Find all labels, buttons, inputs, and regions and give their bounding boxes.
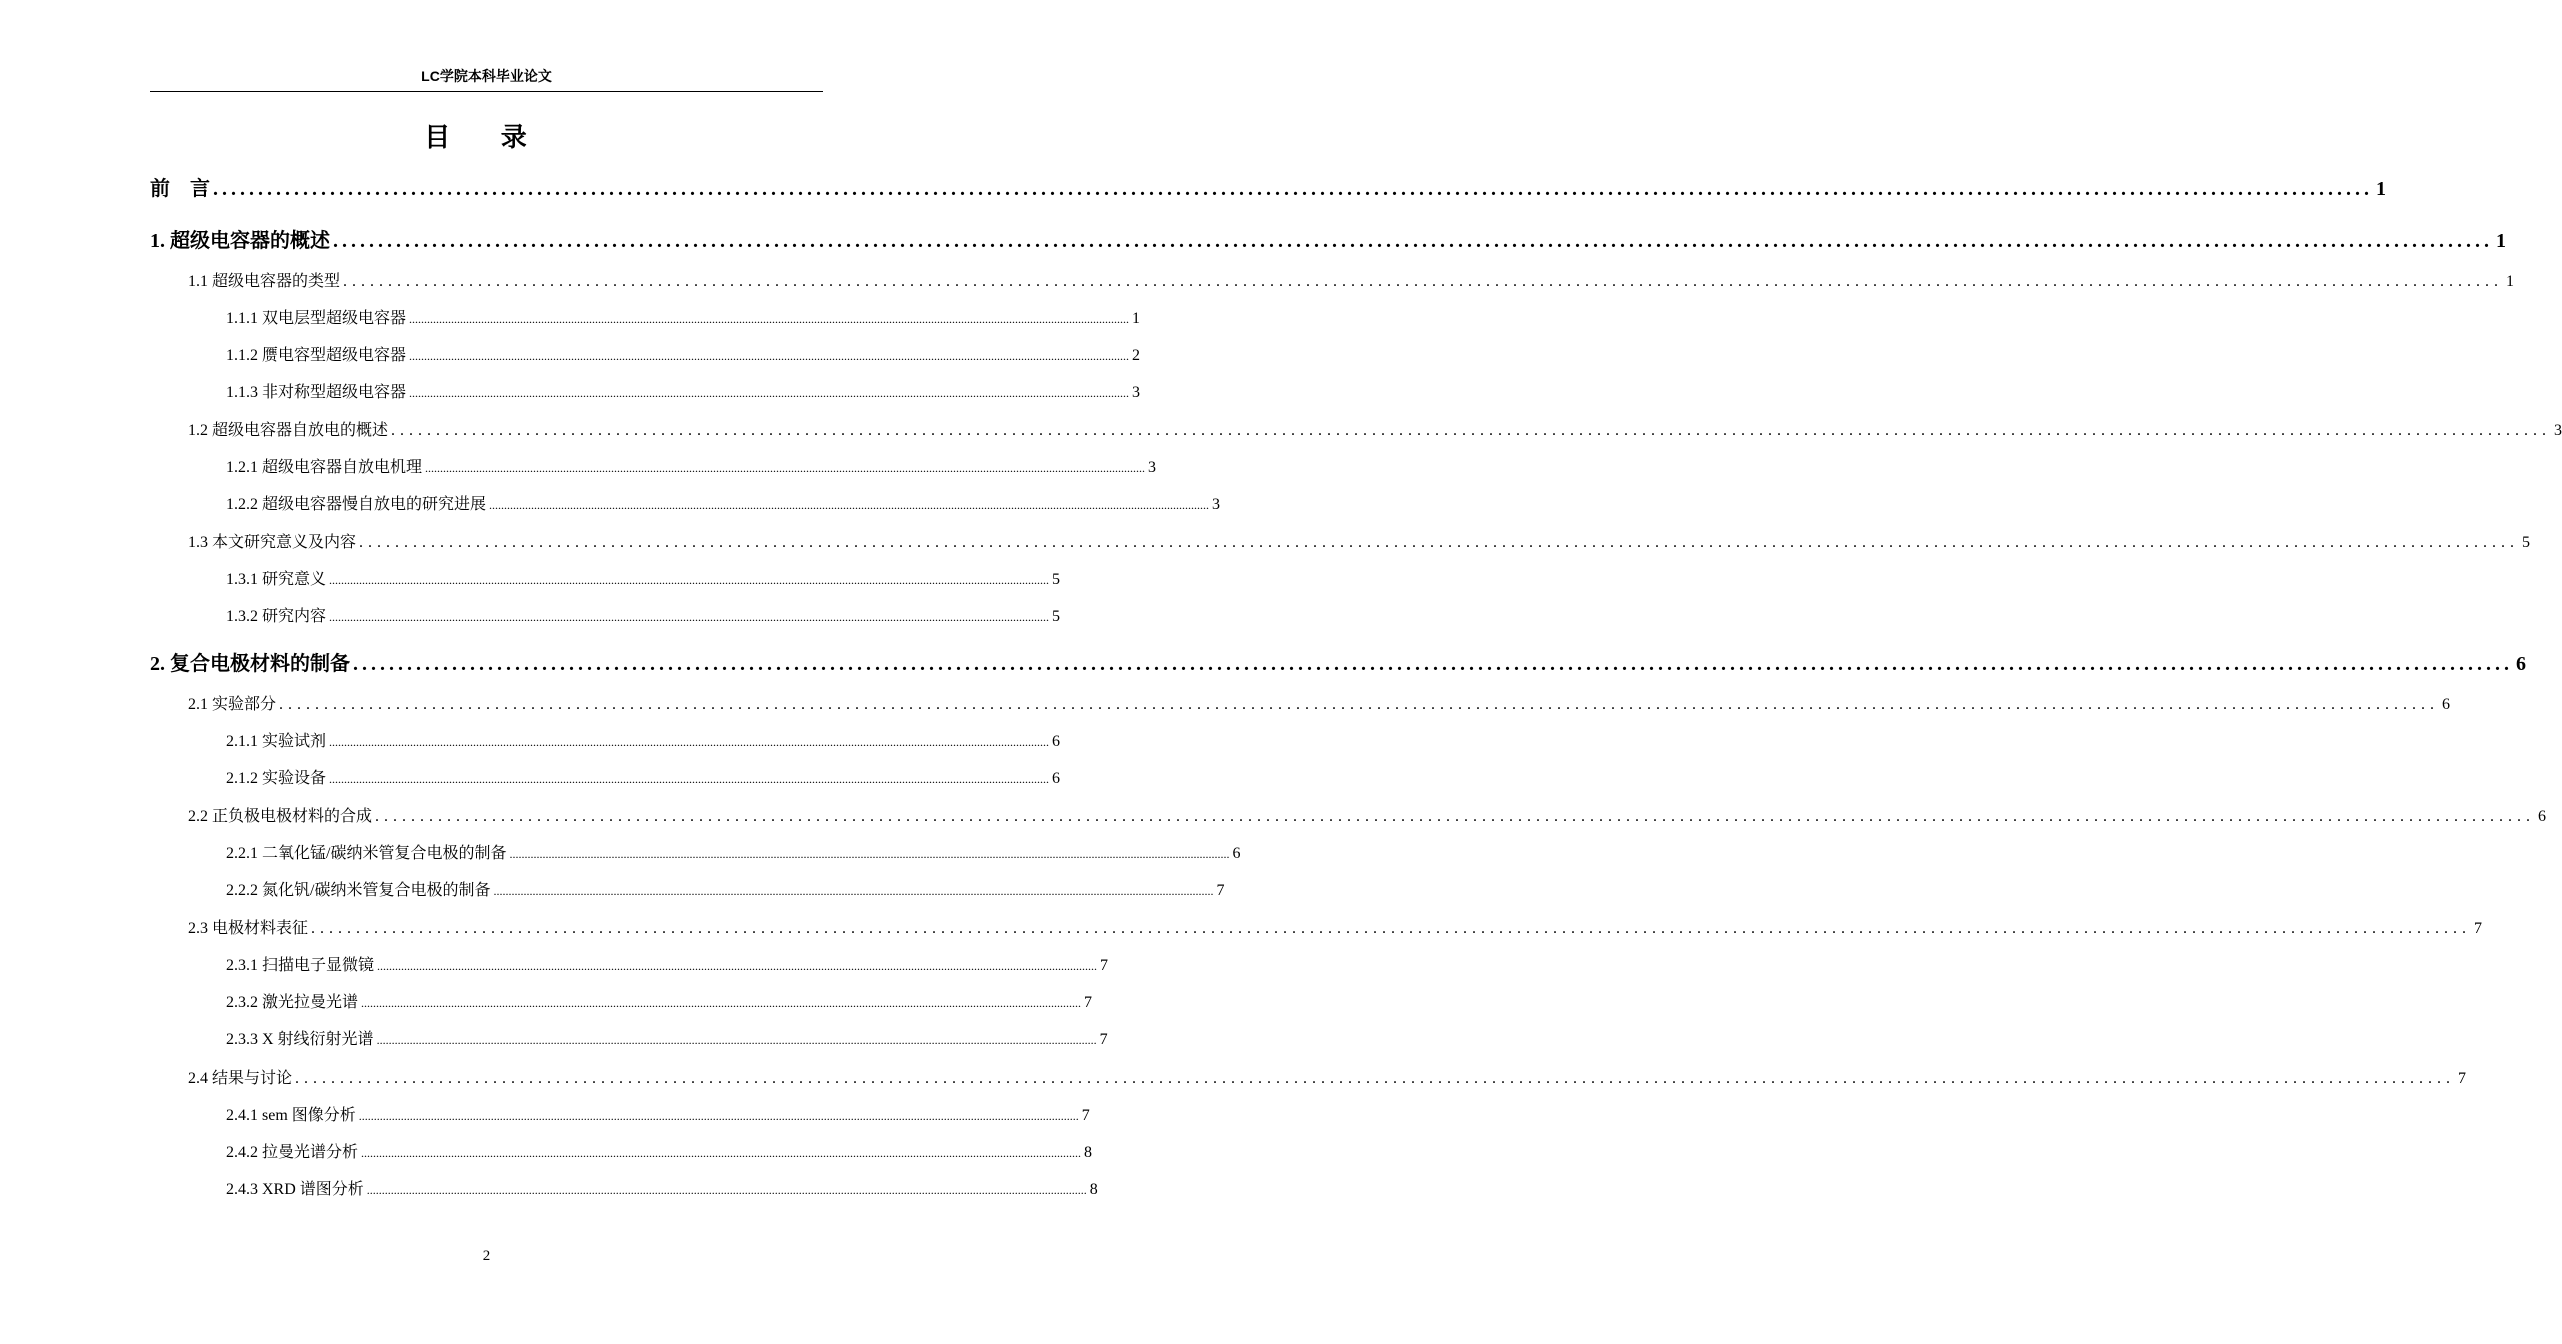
toc-entry-page: 6 [1052, 770, 1061, 787]
toc-entry-level2[interactable] [188, 418, 2562, 444]
toc-entry-page: 3 [1132, 384, 1141, 401]
toc-entry-page: 7 [1099, 1031, 1108, 1048]
toc-entry-label: 2.1.1 实验试剂 [226, 733, 327, 750]
toc-entry-level3[interactable] [226, 567, 1061, 593]
toc-entry-label: 1.2.1 超级电容器自放电机理 [226, 459, 423, 476]
toc-entry-level3[interactable] [226, 729, 1061, 755]
toc-entry-level2[interactable] [188, 530, 2531, 556]
toc-dot-leader: ................................................................................................................................................................................................................................................ [343, 273, 2504, 290]
toc-entry-label: 1.3.1 研究意义 [226, 571, 327, 588]
toc-dot-leader: ................................................................................................................................................................................................................................................ [377, 959, 1098, 973]
toc-entry-page: 5 [1052, 571, 1061, 588]
toc-dot-leader: ................................................................................................................................................................................................................................................ [361, 1146, 1082, 1160]
toc-entry-level1[interactable] [150, 648, 2526, 680]
toc-entry-page: 1 [2376, 178, 2386, 200]
toc-entry-level3[interactable] [226, 306, 1141, 332]
toc-entry-level3[interactable] [226, 990, 1093, 1016]
toc-entry-level3[interactable] [226, 380, 1141, 406]
toc-dot-leader: ................................................................................................................................................................................................................................................ [489, 498, 1210, 512]
toc-entry-page: 1 [1132, 310, 1141, 327]
toc-entry-label: 1.1.3 非对称型超级电容器 [226, 384, 407, 401]
toc-dot-leader: ................................................................................................................................................................................................................................................ [279, 696, 2440, 713]
toc-entry-page: 7 [1100, 957, 1109, 974]
toc-entry-level2[interactable] [188, 269, 2515, 295]
toc-entry-page: 6 [2516, 653, 2526, 675]
toc-dot-leader: ................................................................................................................................................................................................................................................ [409, 312, 1130, 326]
toc-dot-leader: ................................................................................................................................................................................................................................................ [509, 847, 1230, 861]
toc-entry-level2[interactable] [188, 1066, 2467, 1092]
toc-entry-page: 8 [1089, 1181, 1098, 1198]
toc-entry-label: 1.3.2 研究内容 [226, 608, 327, 625]
toc-dot-leader: ................................................................................................................................................................................................................................................ [409, 386, 1130, 400]
toc-entry-label: 2.2 正负极电极材料的合成 [188, 808, 373, 825]
toc-entry-level1[interactable] [150, 173, 2386, 205]
toc-entry-label: 2.3 电极材料表征 [188, 920, 309, 937]
toc-dot-leader: ................................................................................................................................................................................................................................................ [329, 772, 1050, 786]
toc-dot-leader: ................................................................................................................................................................................................................................................ [366, 1183, 1087, 1197]
toc-entry-label: 1.2 超级电容器自放电的概述 [188, 422, 389, 439]
toc-dot-leader: ................................................................................................................................................................................................................................................ [493, 884, 1214, 898]
toc-dot-leader: ................................................................................................................................................................................................................................................ [375, 808, 2536, 825]
toc-dot-leader: ................................................................................................................................................................................................................................................ [333, 230, 2493, 252]
toc-entry-label: 2.4.2 拉曼光谱分析 [226, 1144, 359, 1161]
toc-entry-page: 6 [2538, 808, 2547, 825]
toc-dot-leader: ................................................................................................................................................................................................................................................ [361, 996, 1082, 1010]
toc-entry-page: 7 [1081, 1107, 1090, 1124]
toc-entry-page: 3 [2554, 422, 2562, 439]
toc-dot-leader: ................................................................................................................................................................................................................................................ [353, 653, 2513, 675]
toc-entry-label: 2.4.3 XRD 谱图分析 [226, 1181, 364, 1198]
toc-entry-page: 7 [2458, 1070, 2467, 1087]
toc-dot-leader: ................................................................................................................................................................................................................................................ [213, 178, 2373, 200]
toc-entry-label: 2.2.2 氮化钒/碳纳米管复合电极的制备 [226, 882, 491, 899]
toc-entry-page: 6 [1232, 845, 1241, 862]
toc-entry-page: 7 [1084, 994, 1093, 1011]
toc-entry-level2[interactable] [188, 916, 2483, 942]
page-number: 2 [482, 1248, 491, 1264]
toc-entry-page: 1 [2496, 230, 2506, 252]
toc-entry-page: 6 [2442, 696, 2451, 713]
toc-entry-page: 5 [2522, 534, 2531, 551]
toc-entry-level3[interactable] [226, 1177, 1098, 1203]
toc-entry-label: 1.3 本文研究意义及内容 [188, 534, 357, 551]
toc-entry-level2[interactable] [188, 692, 2451, 718]
toc-dot-leader: ................................................................................................................................................................................................................................................ [329, 735, 1050, 749]
toc-entry-page: 6 [1052, 733, 1061, 750]
toc-entry-page: 8 [1084, 1144, 1093, 1161]
toc-entry-label: 1.1.1 双电层型超级电容器 [226, 310, 407, 327]
toc-entry-level1[interactable] [150, 225, 2506, 257]
toc-entry-label: 2. 复合电极材料的制备 [150, 653, 350, 675]
toc-entry-label: 2.4.1 sem 图像分析 [226, 1107, 356, 1124]
toc-entry-level3[interactable] [226, 1140, 1093, 1166]
toc-dot-leader: ................................................................................................................................................................................................................................................ [425, 461, 1146, 475]
toc-entry-label: 1.2.2 超级电容器慢自放电的研究进展 [226, 496, 487, 513]
toc-entry-level3[interactable] [226, 953, 1109, 979]
toc-entry-level2[interactable] [188, 804, 2547, 830]
toc-entry-label: 2.1.2 实验设备 [226, 770, 327, 787]
toc-dot-leader: ................................................................................................................................................................................................................................................ [329, 573, 1050, 587]
toc-dot-leader: ................................................................................................................................................................................................................................................ [329, 610, 1050, 624]
toc-entry-page: 2 [1132, 347, 1141, 364]
toc-entry-level3[interactable] [226, 492, 1221, 518]
toc-entry-page: 5 [1052, 608, 1061, 625]
toc-entry-label: 2.4 结果与讨论 [188, 1070, 293, 1087]
toc-entry-page: 7 [1216, 882, 1225, 899]
toc-dot-leader: ................................................................................................................................................................................................................................................ [311, 920, 2472, 937]
toc-entry-page: 3 [1212, 496, 1221, 513]
toc-entry-label: 2.2.1 二氧化锰/碳纳米管复合电极的制备 [226, 845, 507, 862]
toc-entry-page: 1 [2506, 273, 2515, 290]
toc-dot-leader: ................................................................................................................................................................................................................................................ [359, 534, 2520, 551]
toc-entry-level3[interactable] [226, 1103, 1090, 1129]
toc-entry-label: 2.3.1 扫描电子显微镜 [226, 957, 375, 974]
toc-dot-leader: ................................................................................................................................................................................................................................................ [358, 1109, 1079, 1123]
toc-entry-level3[interactable] [226, 766, 1061, 792]
running-header: LC学院本科毕业论文 [421, 68, 552, 84]
toc-entry-level3[interactable] [226, 604, 1061, 630]
toc-entry-label: 1. 超级电容器的概述 [150, 230, 330, 252]
toc-entry-level3[interactable] [226, 1027, 1108, 1053]
toc-dot-leader: ................................................................................................................................................................................................................................................ [409, 349, 1130, 363]
toc-entry-label: 2.1 实验部分 [188, 696, 277, 713]
toc-entry-level3[interactable] [226, 455, 1157, 481]
toc-entry-level3[interactable] [226, 343, 1141, 369]
toc-dot-leader: ................................................................................................................................................................................................................................................ [295, 1070, 2456, 1087]
toc-entry-label: 前 言 [150, 178, 210, 200]
toc-dot-leader: ................................................................................................................................................................................................................................................ [376, 1033, 1097, 1047]
toc-entry-page: 7 [2474, 920, 2483, 937]
toc-title: 目 录 [424, 123, 549, 152]
toc-entry-label: 2.3.2 激光拉曼光谱 [226, 994, 359, 1011]
toc-entry-level3[interactable] [226, 841, 1241, 867]
toc-entry-label: 1.1 超级电容器的类型 [188, 273, 341, 290]
toc-entry-label: 1.1.2 赝电容型超级电容器 [226, 347, 407, 364]
toc-entry-label: 2.3.3 X 射线衍射光谱 [226, 1031, 374, 1048]
toc-entry-page: 3 [1148, 459, 1157, 476]
toc-dot-leader: ................................................................................................................................................................................................................................................ [391, 422, 2552, 439]
toc-entry-level3[interactable] [226, 878, 1225, 904]
